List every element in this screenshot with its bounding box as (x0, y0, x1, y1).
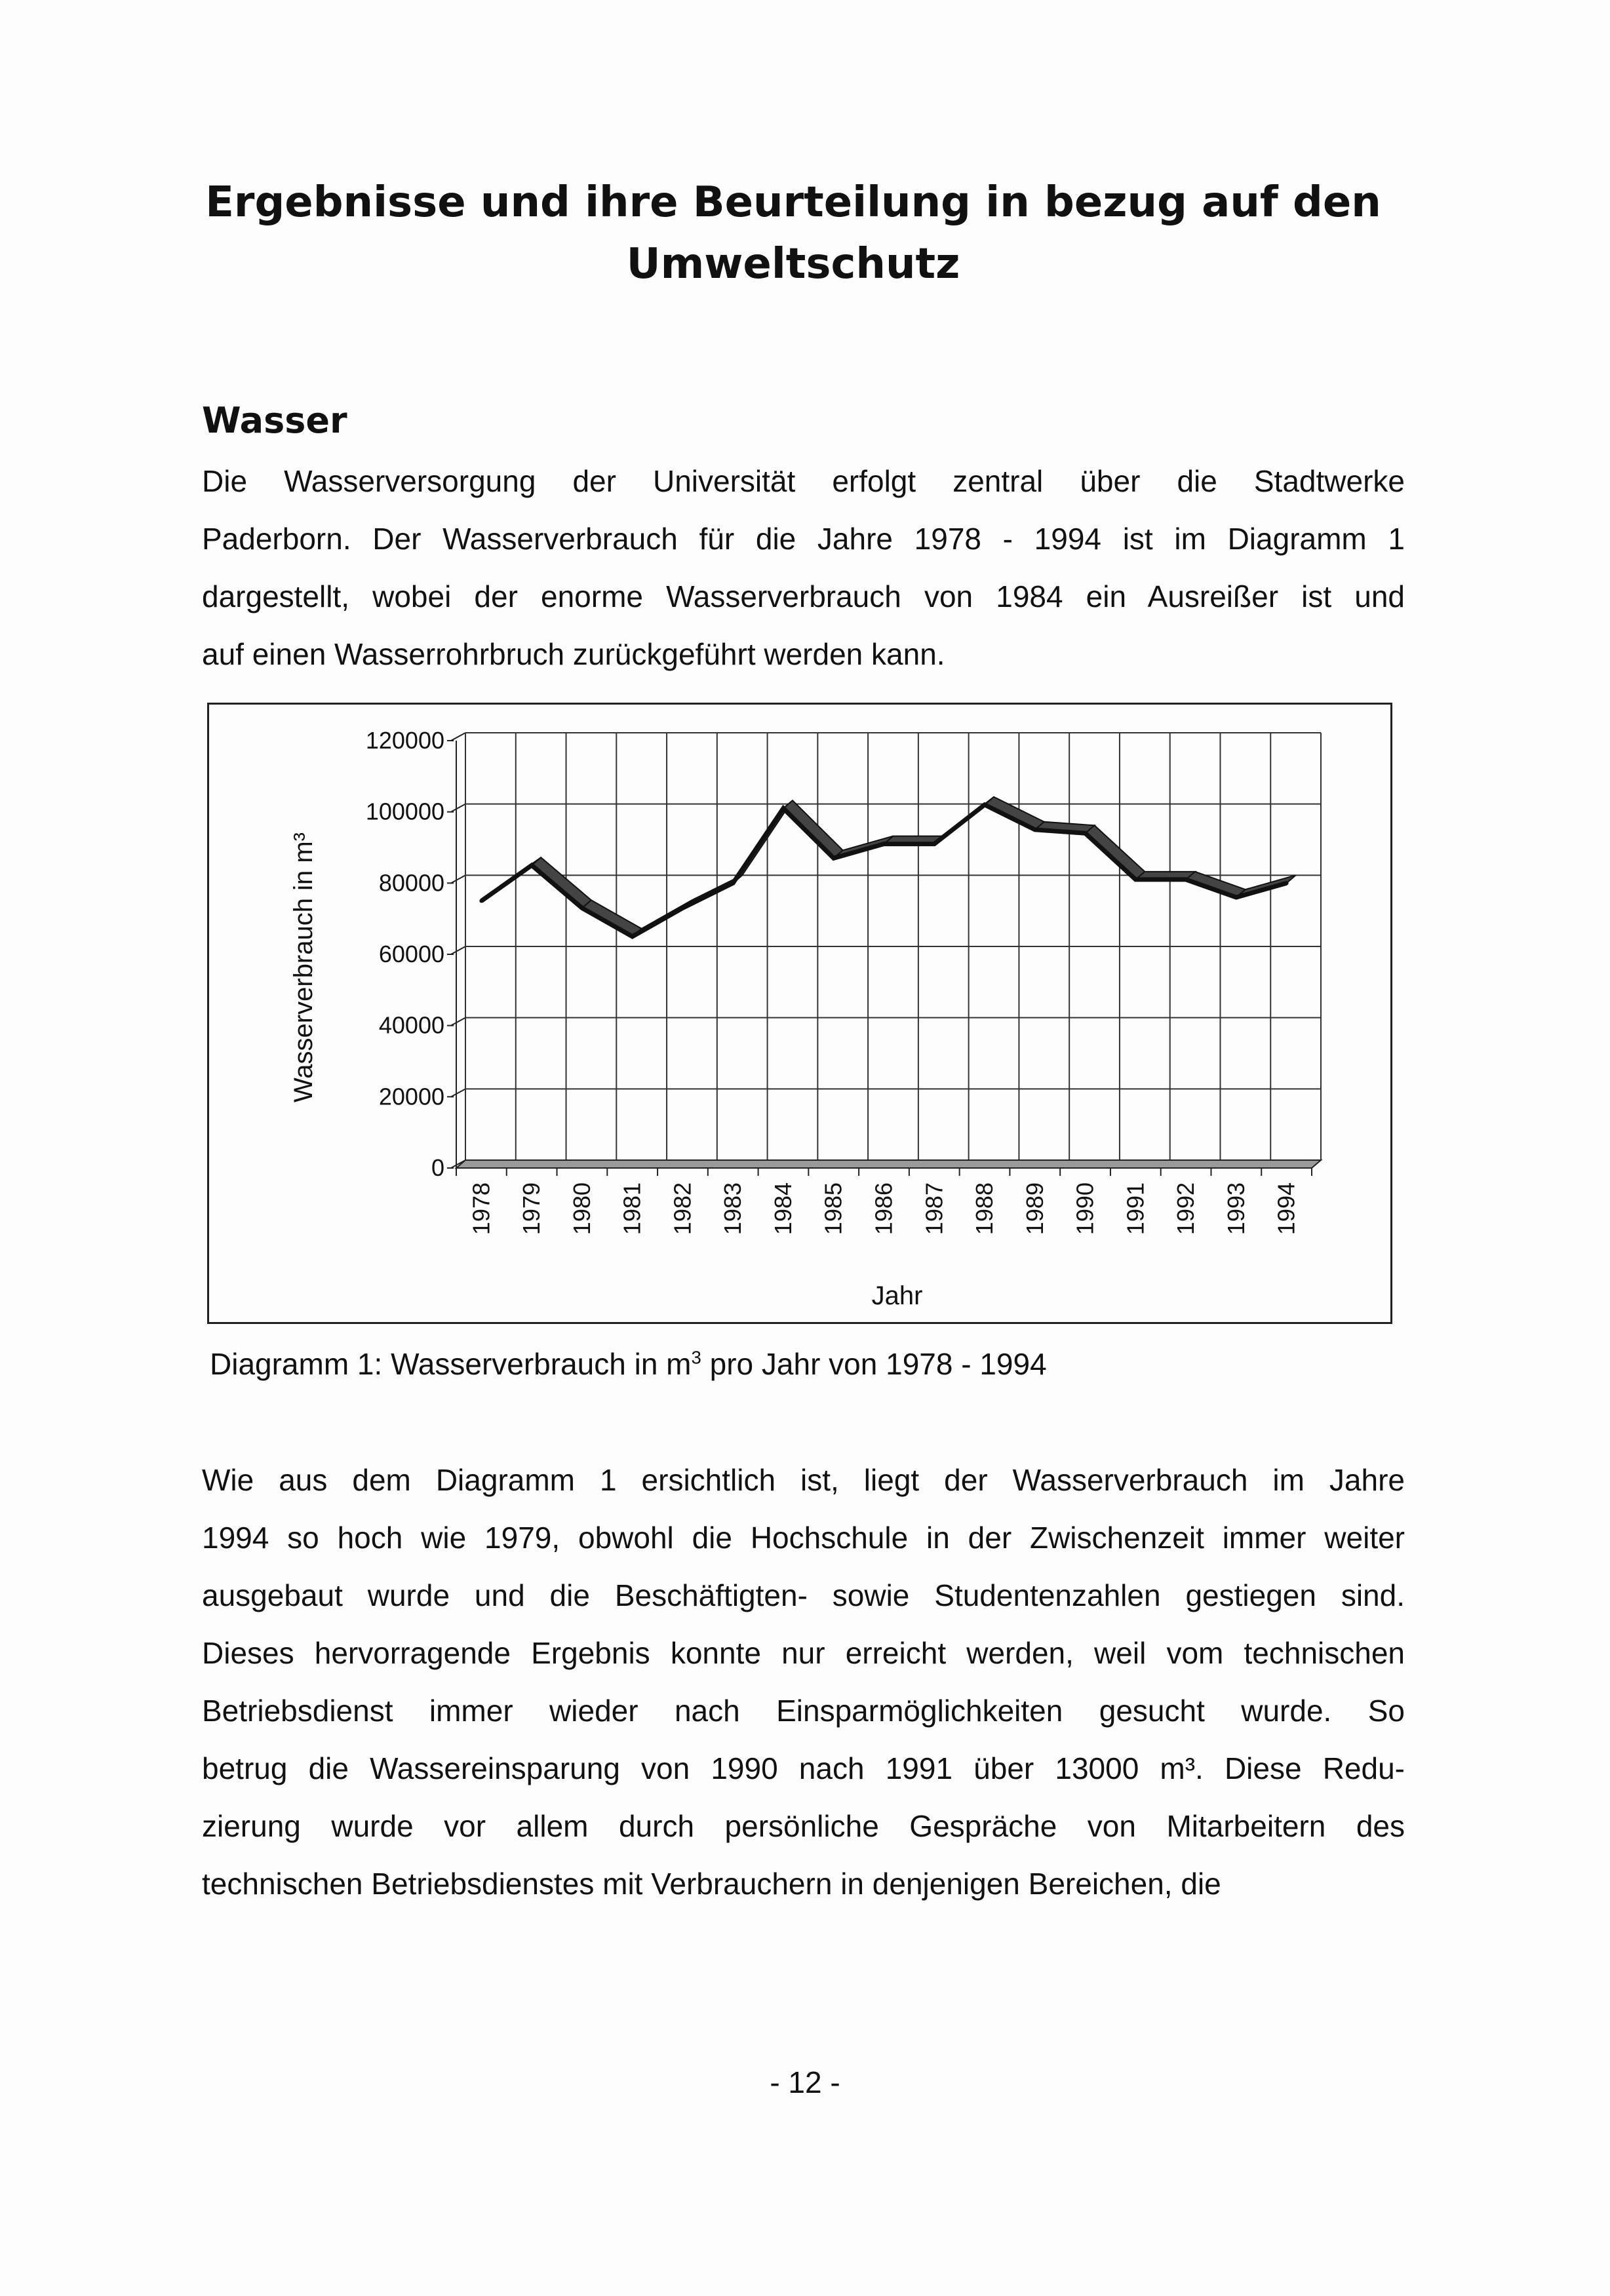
paragraph-line: dargestellt, wobei der enorme Wasserverbrauch von 1984 ein Ausreißer ist und (202, 579, 1405, 613)
paragraph-discussion (202, 1451, 1405, 1913)
paragraph-line: auf einen Wasserrohrbruch zurückgeführt werden kann. (202, 637, 945, 671)
data-point (1184, 878, 1188, 882)
x-tick-label: 1984 (769, 1182, 796, 1236)
page-title (197, 172, 1390, 295)
y-tick-label: 60000 (378, 941, 444, 967)
paragraph-line: technischen Betriebsdienstes mit Verbrauchern in denjenigen Bereichen, die (202, 1867, 1221, 1901)
paragraph-line: Die Wasserversorgung der Universität erfolgt zentral über die Stadtwerke (202, 464, 1405, 498)
data-point (1133, 878, 1137, 882)
chart-floor (456, 1160, 1321, 1168)
series-ribbon-segment (532, 857, 591, 908)
section-heading: Wasser (202, 400, 347, 441)
x-tick-label: 1978 (467, 1182, 495, 1236)
series-ribbon-segment (783, 800, 843, 858)
y-axis-title: Wasserverbrauch in m³ (289, 832, 318, 1102)
y-grid-depth-line (451, 875, 465, 883)
y-tick-label: 120000 (365, 727, 444, 754)
x-tick-label: 1983 (719, 1182, 747, 1236)
data-point (1033, 828, 1037, 832)
water-consumption-chart (207, 703, 1392, 1324)
y-tick-label: 40000 (378, 1011, 444, 1039)
x-tick-label: 1994 (1272, 1182, 1300, 1236)
y-grid-depth-line (451, 804, 465, 812)
data-point (631, 935, 635, 939)
paragraph-line: 1994 so hoch wie 1979, obwohl die Hochschule in der Zwischenzeit immer weiter (202, 1521, 1405, 1555)
x-tick-label: 1985 (819, 1182, 847, 1236)
caption-text-suffix: pro Jahr von 1978 - 1994 (701, 1347, 1047, 1381)
series-ribbon-segment (985, 797, 1044, 830)
x-tick-label: 1993 (1222, 1182, 1249, 1236)
caption-superscript: 3 (691, 1347, 701, 1368)
data-point (832, 856, 836, 860)
series-ribbon-segment (1086, 825, 1145, 880)
x-tick-label: 1987 (920, 1182, 948, 1236)
data-point (479, 899, 483, 903)
chart-caption (210, 1346, 1047, 1382)
data-point (1084, 831, 1088, 835)
data-point (1285, 881, 1289, 885)
series-ribbon-segment (582, 900, 642, 936)
paragraph-line: Dieses hervorragende Ergebnis konnte nur erreicht werden, weil vom technischen (202, 1636, 1405, 1670)
y-grid-depth-line (451, 733, 465, 741)
y-tick-label: 100000 (365, 798, 444, 825)
y-tick-label: 0 (431, 1154, 444, 1181)
x-tick-label: 1979 (518, 1182, 545, 1236)
paragraph-line: ausgebaut wurde und die Beschäftigten- sowie Studentenzahlen gestiegen sind. (202, 1578, 1405, 1612)
data-point (882, 842, 886, 846)
data-point (530, 863, 534, 867)
y-tick-label: 20000 (378, 1083, 444, 1110)
page-title-line-2: Umweltschutz (626, 240, 960, 288)
data-point (731, 881, 735, 885)
page-number: - 12 - (770, 2065, 840, 2099)
x-tick-label: 1992 (1172, 1182, 1200, 1236)
y-grid-depth-line (451, 1018, 465, 1026)
x-tick-label: 1981 (618, 1182, 646, 1236)
paragraph-line: Betriebsdienst immer wieder nach Einsparmöglichkeiten gesucht wurde. So (202, 1694, 1405, 1728)
page-title-line-1: Ergebnisse und ihre Beurteilung in bezug auf den (205, 178, 1381, 227)
x-tick-label: 1980 (568, 1182, 595, 1236)
data-point (781, 806, 785, 810)
x-tick-label: 1991 (1122, 1182, 1149, 1236)
x-tick-label: 1986 (870, 1182, 897, 1236)
caption-text: Diagramm 1: Wasserverbrauch in m (210, 1347, 692, 1381)
data-point (983, 803, 987, 807)
y-tick-label: 80000 (378, 869, 444, 897)
paragraph-line: Paderborn. Der Wasserverbrauch für die Jahre 1978 - 1994 ist im Diagramm 1 (202, 522, 1405, 556)
x-tick-label: 1989 (1021, 1182, 1048, 1236)
paragraph-line: betrug die Wassereinsparung von 1990 nach 1991 über 13000 m³. Diese Redu- (202, 1751, 1405, 1785)
data-point (680, 906, 684, 910)
data-point (1234, 895, 1238, 899)
paragraph-intro (202, 452, 1405, 683)
y-grid-depth-line (451, 1089, 465, 1097)
paragraph-line: zierung wurde vor allem durch persönliche Gespräche von Mitarbeitern des (202, 1809, 1405, 1843)
data-point (580, 906, 584, 910)
paragraph-line: Wie aus dem Diagramm 1 ersichtlich ist, liegt der Wasserverbrauch im Jahre (202, 1463, 1405, 1497)
y-grid-depth-line (451, 946, 465, 954)
x-tick-label: 1990 (1071, 1182, 1099, 1236)
data-point (932, 842, 936, 846)
x-tick-label: 1982 (669, 1182, 696, 1236)
x-tick-label: 1988 (971, 1182, 998, 1236)
x-axis-title: Jahr (871, 1281, 923, 1310)
